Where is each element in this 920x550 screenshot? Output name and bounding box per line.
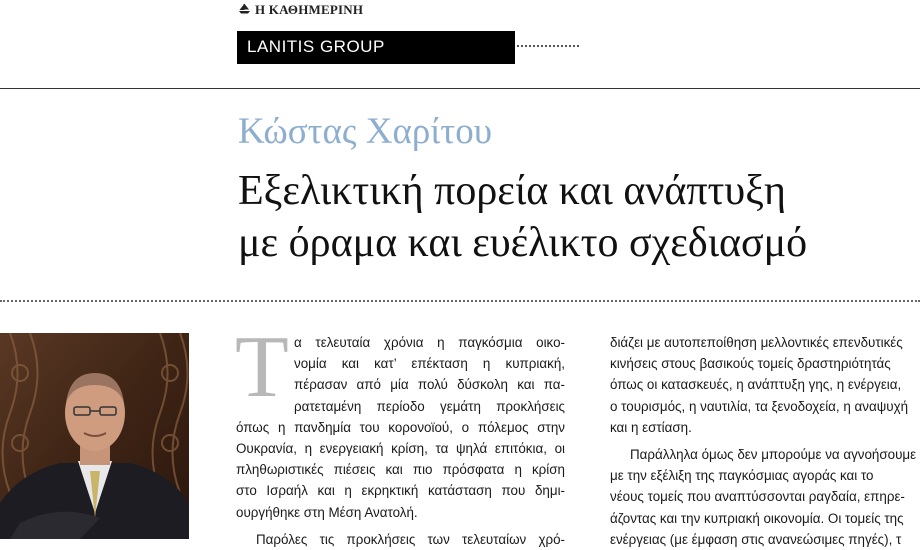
paragraph-line: Παράλληλα όμως δεν μπορούμε να αγνοήσουμε [630, 447, 917, 463]
paragraph-line: κινήσεις στους βασικούς τομείς δραστηριότητάς [610, 356, 891, 372]
paragraph-line: όπως η πανδημία του κορονοϊού, ο πόλεμος στην [236, 419, 565, 435]
article-author: Κώστας Χαρίτου [238, 111, 493, 152]
ship-logo-icon [238, 3, 251, 18]
paragraph-line: νομία και κατ’ επέκταση η κυπριακή, [294, 356, 565, 372]
masthead-title: Η ΚΑΘΗΜΕΡΙΝΗ [255, 2, 364, 17]
paragraph-line: όπως οι κατασκευές, η ανάπτυξη γης, η ενέργεια, [610, 377, 902, 393]
article-headline [238, 165, 807, 269]
dotted-divider [0, 300, 920, 302]
headline-line: Εξελικτική πορεία και ανάπτυξη [238, 168, 786, 214]
paragraph-line: ο τουρισμός, η ναυτιλία, τα ξενοδοχεία, η αναψυχή [610, 398, 909, 414]
article-column-1 [235, 319, 565, 550]
masthead [238, 2, 363, 18]
paragraph-line: α τελευταία χρόνια η παγκόσμια οικο- [294, 335, 565, 350]
paragraph-line: Ουκρανία, η ενεργειακή κρίση, τα ψηλά επιτόκια, οι [236, 441, 565, 457]
paragraph-line: διάζει με αυτοπεποίθηση μελλοντικές επενδυτικές [610, 335, 903, 350]
dotted-divider-top [517, 45, 579, 47]
drop-cap: Τ [235, 319, 289, 416]
paragraph-line: Παρόλες τις προκλήσεις των τελευταίων χρό- [256, 531, 565, 547]
section-label: LANITIS GROUP [247, 37, 385, 56]
paragraph-line: ρατεταμένη περίοδο γεμάτη προκλήσεις [294, 398, 565, 414]
paragraph-line: πληθωριστικές πιέσεις και πιο πρόσφατα η κρίση [236, 462, 565, 478]
paragraph-line: στο Ισραήλ και η εκρηκτική κατάσταση που δημι- [236, 483, 565, 499]
horizontal-rule [0, 88, 920, 89]
paragraph-line: πέρασαν από μία πολύ δύσκολη και πα- [294, 377, 565, 393]
article-column-2 [610, 332, 920, 550]
paragraph-line: ενέργειας (με έμφαση στις ανανεώσιμες πηγές), τ [610, 531, 902, 547]
author-photo [0, 333, 189, 539]
paragraph-line: άζοντας και την κυπριακή οικονομία. Οι τομείς της [610, 510, 904, 526]
headline-line: με όραμα και ευέλικτο σχεδιασμό [238, 220, 808, 266]
paragraph-line: νέους τομείς που αναπτύσσονται ραγδαία, επηρε- [610, 489, 905, 505]
section-label-bar [237, 31, 515, 64]
paragraph-line: με την εξέλιξη της παγκόσμιας αγοράς και το [610, 468, 874, 484]
paragraph-line: και η εστίαση. [610, 419, 692, 435]
paragraph-line: ουργήθηκε στη Μέση Ανατολή. [236, 504, 418, 520]
